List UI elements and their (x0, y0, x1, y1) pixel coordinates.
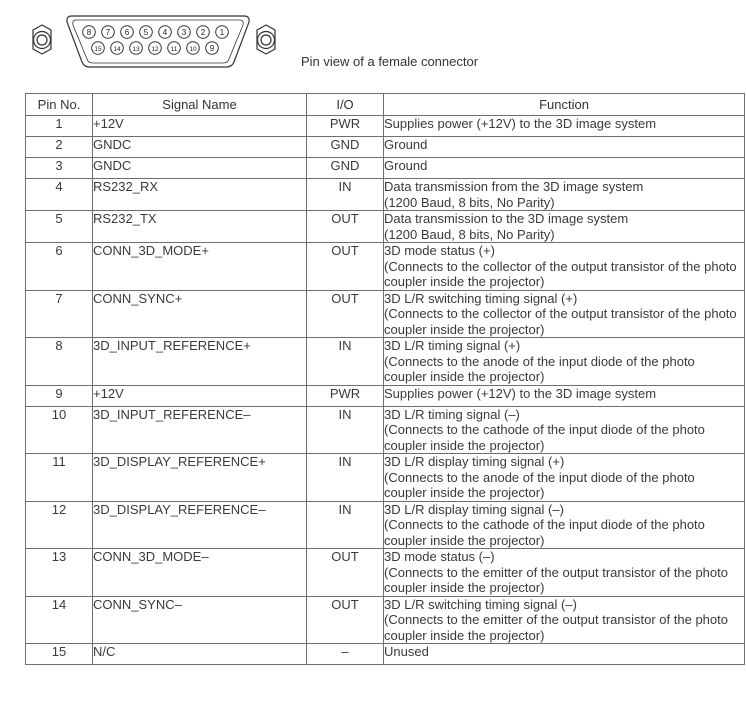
signal-name-cell: CONN_3D_MODE– (93, 549, 307, 597)
pin-label: 12 (151, 46, 159, 53)
function-line: coupler inside the projector) (384, 321, 545, 337)
io-cell: OUT (307, 596, 384, 644)
pin-number-cell: 11 (26, 454, 93, 502)
io-cell: OUT (307, 290, 384, 338)
table-row (26, 243, 745, 291)
table-row (26, 290, 745, 338)
io-cell: GND (307, 158, 384, 179)
pin-label: 14 (113, 46, 121, 53)
function-line: Data transmission to the 3D image system (384, 211, 629, 226)
signal-name-cell: +12V (93, 116, 307, 137)
table-row (26, 596, 745, 644)
function-line: coupler inside the projector) (384, 580, 545, 595)
signal-name-cell: GNDC (93, 137, 307, 158)
function-cell (384, 644, 745, 665)
connector-diagram (0, 0, 746, 92)
table-row (26, 454, 745, 502)
signal-name-cell: CONN_SYNC+ (93, 290, 307, 338)
function-line: Ground (384, 137, 428, 152)
pin-label: 3 (181, 28, 187, 37)
pin-number-cell: 5 (26, 211, 93, 243)
function-line: (Connects to the collector of the output transistor of the photo (384, 306, 737, 321)
function-line: (Connects to the emitter of the output transistor of the photo (384, 564, 728, 580)
function-cell (384, 158, 745, 179)
function-cell (384, 137, 745, 158)
function-line: 3D L/R switching timing signal (–) (384, 596, 577, 612)
function-line: (1200 Baud, 8 bits, No Parity) (384, 194, 555, 210)
table-row (26, 338, 745, 386)
function-line: coupler inside the projector) (384, 369, 545, 384)
pin-label: 5 (143, 28, 149, 37)
io-cell: IN (307, 179, 384, 211)
left-mounting-nut-icon (33, 25, 51, 54)
table-row (26, 406, 745, 454)
header-pin-no: Pin No. (26, 94, 93, 116)
pin-number-cell: 14 (26, 596, 93, 644)
pin-number-cell: 8 (26, 338, 93, 386)
function-cell (384, 116, 745, 137)
table-row (26, 137, 745, 158)
pin-label: 6 (124, 28, 130, 37)
function-cell (384, 243, 745, 291)
header-function: Function (384, 94, 745, 116)
pin-label: 4 (162, 28, 168, 37)
pin-number-cell: 4 (26, 179, 93, 211)
table-row (26, 179, 745, 211)
function-cell (384, 406, 745, 454)
signal-name-cell: 3D_DISPLAY_REFERENCE+ (93, 454, 307, 502)
pin-number-cell: 2 (26, 137, 93, 158)
function-line: 3D L/R switching timing signal (+) (384, 290, 578, 306)
right-mounting-nut-icon (257, 25, 275, 54)
function-cell (384, 385, 745, 406)
function-line: Ground (384, 158, 428, 173)
signal-name-cell: 3D_INPUT_REFERENCE– (93, 406, 307, 454)
table-row (26, 158, 745, 179)
function-line: 3D L/R timing signal (–) (384, 406, 520, 422)
io-cell: IN (307, 406, 384, 454)
signal-name-cell: +12V (93, 385, 307, 406)
function-line: Supplies power (+12V) to the 3D image system (384, 385, 657, 401)
io-cell: GND (307, 137, 384, 158)
table-row (26, 211, 745, 243)
function-line: (Connects to the cathode of the input diode of the photo (384, 517, 705, 532)
pin-number-cell: 15 (26, 644, 93, 665)
table-row (26, 385, 745, 406)
function-line: coupler inside the projector) (384, 437, 545, 453)
function-line: (Connects to the anode of the input diode of the photo (384, 353, 695, 369)
signal-name-cell: RS232_RX (93, 179, 307, 211)
signal-name-cell: 3D_INPUT_REFERENCE+ (93, 338, 307, 386)
function-line: (Connects to the anode of the input diode of the photo (384, 469, 695, 485)
io-cell: OUT (307, 211, 384, 243)
table-header-row (26, 94, 745, 116)
io-cell: IN (307, 501, 384, 549)
signal-name-cell: 3D_DISPLAY_REFERENCE– (93, 501, 307, 549)
pin-label: 9 (209, 44, 215, 53)
function-line: Supplies power (+12V) to the 3D image system (384, 116, 657, 131)
io-cell: PWR (307, 385, 384, 406)
io-cell: PWR (307, 116, 384, 137)
function-cell (384, 338, 745, 386)
function-cell (384, 501, 745, 549)
pin-number-cell: 6 (26, 243, 93, 291)
function-line: coupler inside the projector) (384, 532, 545, 548)
function-line: coupler inside the projector) (384, 274, 545, 289)
function-line: (Connects to the cathode of the input diode of the photo (384, 422, 705, 437)
io-cell: OUT (307, 243, 384, 291)
function-line: (Connects to the collector of the output transistor of the photo (384, 258, 737, 274)
signal-name-cell: RS232_TX (93, 211, 307, 243)
header-signal-name: Signal Name (93, 94, 307, 116)
table-row (26, 644, 745, 665)
function-line: 3D mode status (+) (384, 243, 495, 258)
function-line: 3D L/R display timing signal (–) (384, 501, 564, 517)
function-line: 3D L/R timing signal (+) (384, 338, 521, 353)
io-cell: IN (307, 454, 384, 502)
pin-label: 7 (105, 28, 111, 37)
function-cell (384, 596, 745, 644)
pin-label: 13 (132, 46, 140, 53)
pin-label: 1 (219, 28, 225, 37)
d-sub-shell (67, 16, 249, 67)
function-line: 3D mode status (–) (384, 549, 495, 564)
pin-assignment-table (25, 93, 745, 665)
pin-number-cell: 10 (26, 406, 93, 454)
signal-name-cell: N/C (93, 644, 307, 665)
pin-label: 10 (189, 46, 197, 53)
header-io: I/O (307, 94, 384, 116)
function-cell (384, 549, 745, 597)
pin-number-cell: 12 (26, 501, 93, 549)
table-row (26, 501, 745, 549)
pin-label: 8 (86, 28, 92, 37)
function-line: coupler inside the projector) (384, 485, 545, 500)
function-cell (384, 179, 745, 211)
pin-number-cell: 3 (26, 158, 93, 179)
function-line: coupler inside the projector) (384, 627, 545, 643)
pin-label: 15 (94, 46, 102, 53)
io-cell: – (307, 644, 384, 665)
signal-name-cell: CONN_SYNC– (93, 596, 307, 644)
io-cell: IN (307, 338, 384, 386)
function-line: 3D L/R display timing signal (+) (384, 454, 565, 469)
io-cell: OUT (307, 549, 384, 597)
diagram-caption: Pin view of a female connector (301, 54, 479, 69)
function-cell (384, 454, 745, 502)
pin-number-cell: 1 (26, 116, 93, 137)
table-row (26, 116, 745, 137)
function-line: (Connects to the emitter of the output transistor of the photo (384, 612, 728, 627)
pin-number-cell: 13 (26, 549, 93, 597)
function-cell (384, 290, 745, 338)
pin-number-cell: 9 (26, 385, 93, 406)
pin-label: 11 (170, 46, 178, 53)
function-line: Data transmission from the 3D image system (384, 179, 644, 194)
signal-name-cell: CONN_3D_MODE+ (93, 243, 307, 291)
function-line: Unused (384, 644, 429, 659)
pin-number-cell: 7 (26, 290, 93, 338)
table-row (26, 549, 745, 597)
pin-label: 2 (200, 28, 206, 37)
function-cell (384, 211, 745, 243)
function-line: (1200 Baud, 8 bits, No Parity) (384, 226, 555, 242)
signal-name-cell: GNDC (93, 158, 307, 179)
